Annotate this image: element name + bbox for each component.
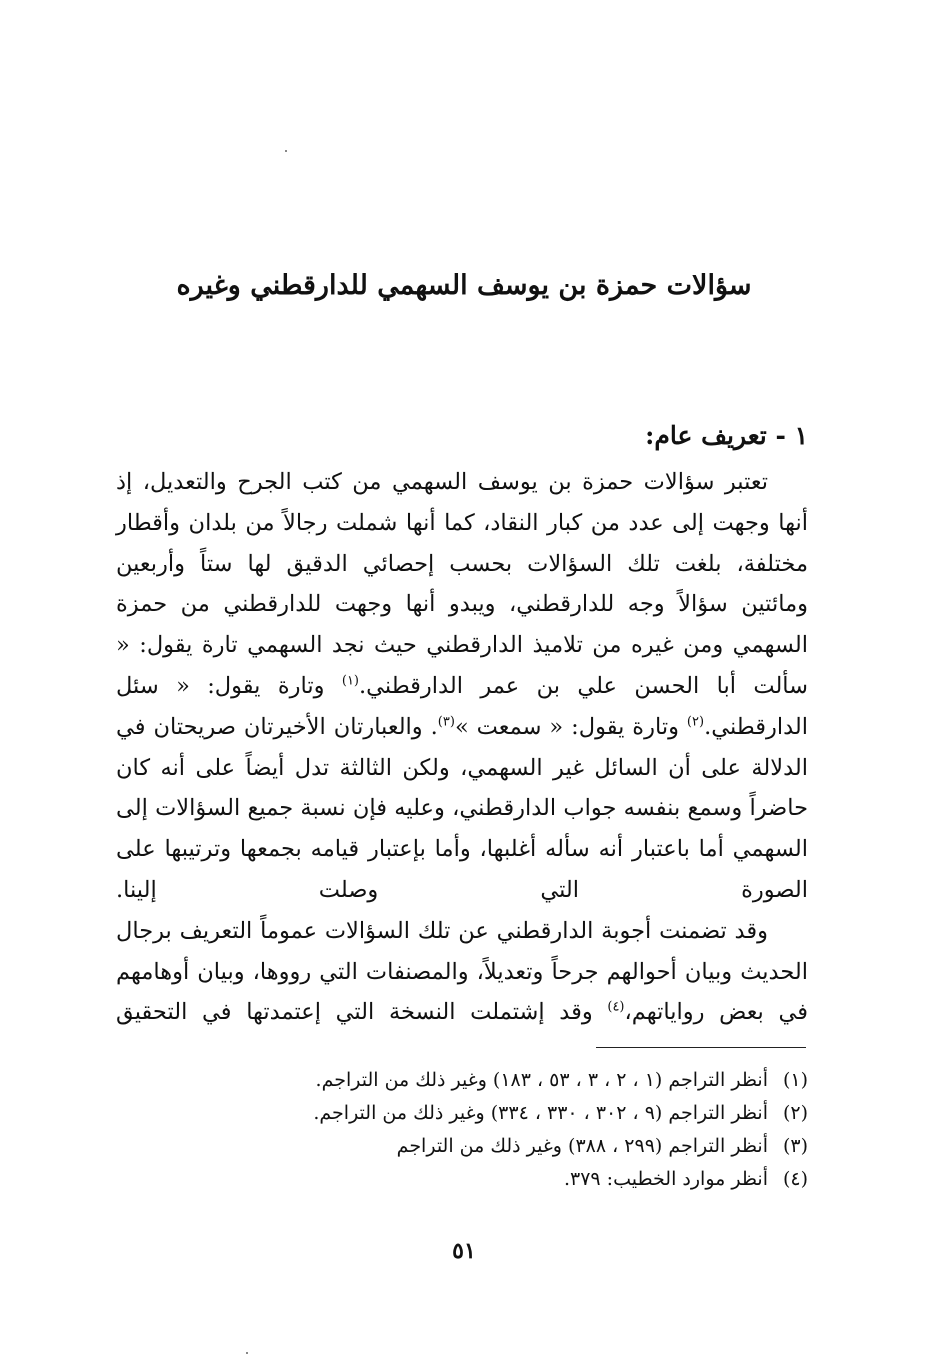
footnote-text: أنظر التراجم (٢٩٩ ، ٣٨٨) وغير ذلك من التراجم [396,1135,768,1157]
footnote-ref-1: (١) [341,673,359,689]
scan-speck [285,150,287,152]
section-heading: ١ - تعريف عام: [645,421,808,450]
paragraph-1 [116,462,808,911]
footnote-text: أنظر موارد الخطيب: ٣٧٩. [563,1168,768,1190]
footnote-ref-2: (٢) [686,714,705,730]
footnote-item [120,1097,808,1130]
footnote-number: (٤) [782,1168,808,1190]
footnote-divider [596,1047,806,1048]
scan-speck [246,1352,248,1354]
paragraph-2-part-a: وقد تضمنت أجوبة الدارقطني عن تلك السؤالات عموماً التعريف برجال الحديث وبيان أحوالهم جرحاً وتعديلاً، والمصنفات التي رووها، وبيان أوهامهم في بعض رواياتهم، [116,917,808,1026]
chapter-title: سؤالات حمزة بن يوسف السهمي للدارقطني وغيره [176,270,752,301]
footnote-number: (٢) [782,1102,808,1124]
paragraph-1-part-b: وتارة يقول: « سئل الدارقطني. [116,672,809,740]
paragraph-1-part-a: تعتبر سؤالات حمزة بن يوسف السهمي من كتب الجرح والتعديل، إذ أنها وجهت إلى عدد من كبار النقاد، كما أنها شملت رجالاً من بلدان وأقطار مختلفة، بلغت تلك السؤالات بحسب إحصائي الدقيق لها ستاً وأربعين ومائتين سؤالاً وجه للدارقطني، ويبدو أنها وجهت للدارقطني من حمزة السهمي ومن غيره من تلاميذ الدارقطني حيث نجد السهمي تارة يقول: « سألت أبا الحسن علي بن عمر الدارقطني. [116,469,809,699]
paragraph-1-part-d: . والعبارتان الأخيرتان صريحتان في الدلالة على أن السائل غير السهمي، ولكن الثالثة تدل أيضاً على أنه كان حاضراً وسمع بنفسه جواب الدارقطني، وعليه فإن نسبة جميع السؤالات إلى السهمي أما باعتبار أنه سأله أغلبها، وأما بإعتبار قيامه بجمعها وترتيبها على الصورة التي وصلت إلينا. [116,713,808,903]
paragraph-1-part-c: وتارة يقول: « سمعت » [454,713,687,740]
footnote-item [120,1130,808,1163]
footnote-text: أنظر التراجم (١ ، ٢ ، ٣ ، ٥٣ ، ١٨٣) وغير ذلك من التراجم. [315,1069,768,1091]
footnote-item [120,1163,808,1196]
footnote-text: أنظر التراجم (٩ ، ٣٠٢ ، ٣٣٠ ، ٣٣٤) وغير ذلك من التراجم. [313,1102,768,1124]
paragraph-2 [116,911,808,1033]
footnotes [120,1064,808,1196]
footnote-number: (٣) [782,1135,808,1157]
body-text [116,462,808,1033]
page-number: ٥١ [452,1238,476,1264]
footnote-ref-3: (٣) [437,714,455,730]
footnote-number: (١) [782,1069,808,1091]
paragraph-2-part-b: وقد إشتملت النسخة التي إعتمدتها في التحقيق [116,999,608,1026]
footnote-item [120,1064,808,1097]
footnote-ref-4: (٤) [607,999,625,1015]
